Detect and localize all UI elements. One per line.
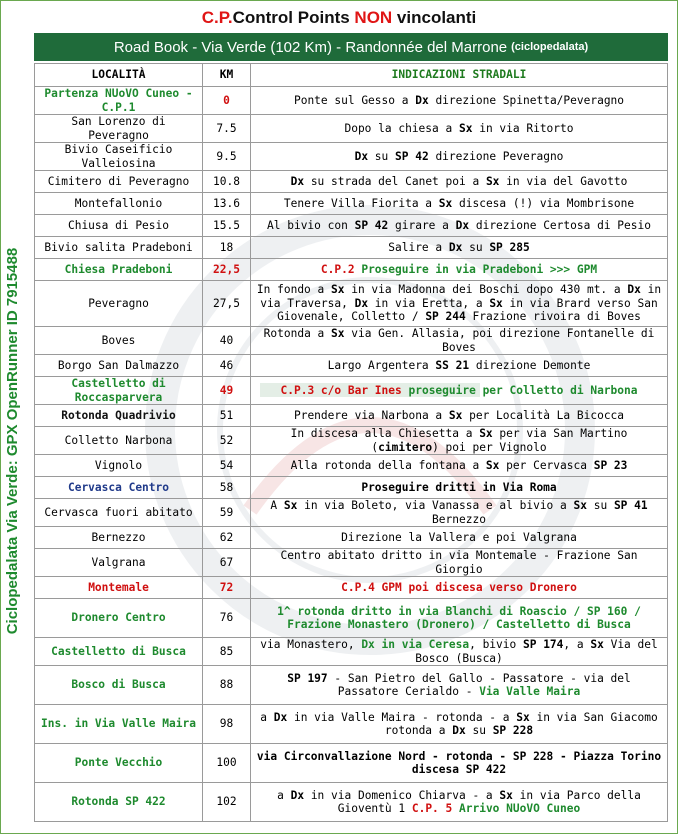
instruction-segment: Arrivo NUoVO Cuneo [452,802,581,815]
instruction-segment: C.P.2 [320,262,355,276]
row-localita: San Lorenzo di Peveragno [35,115,203,143]
table-row [35,171,668,193]
instruction-segment: Largo Argentera [327,358,436,372]
instruction-segment: Sx [489,296,503,310]
instruction-segment: in via Ritorto [472,121,574,135]
row-km: 18 [203,237,251,259]
row-indicazioni [251,193,668,215]
row-localita: Cervasca fuori abitato [35,499,203,527]
row-localita: Rotonda SP 422 [35,783,203,822]
row-localita: Bosco di Busca [35,666,203,705]
instruction-segment: A [270,499,284,512]
row-km: 98 [203,705,251,744]
row-indicazioni [251,477,668,499]
instruction-segment: su [586,499,614,512]
row-indicazioni [251,171,668,193]
instruction-segment: in via Domenico Chiarva - a [304,788,500,802]
row-indicazioni [251,666,668,705]
instruction-segment: Dx [273,710,288,724]
instruction-segment: in via Valle Maira - rotonda - a [287,710,517,724]
row-localita: Colletto Narbona [35,427,203,455]
instruction-segment: Centro abitato dritto in via Montemale - Frazione San Giorgio [280,549,638,576]
row-localita: Cervasca Centro [35,477,203,499]
instruction-segment: su [465,724,493,737]
instruction-segment: Salire a [388,240,449,254]
instruction-segment: SS 21 [435,358,470,372]
road-book-banner [34,33,668,61]
row-indicazioni [251,705,668,744]
instruction-segment: in via Traversa, [260,283,662,310]
row-localita: Chiusa di Pesio [35,215,203,237]
row-indicazioni [251,281,668,327]
row-km: 102 [203,783,251,822]
instruction-segment: Al bivio con [267,218,355,232]
row-indicazioni [251,143,668,171]
row-km: 85 [203,638,251,666]
instruction-segment: Alla rotonda della fontana a [290,458,486,472]
instruction-segment: Bernezzo [432,512,486,526]
instruction-segment: Sx [499,788,513,802]
instruction-segment: Sx [438,196,453,210]
row-localita: Castelletto di Busca [35,638,203,666]
row-km: 22,5 [203,259,251,281]
instruction-segment: Sx [485,174,500,188]
table-row [35,549,668,577]
instruction-segment: - San Pietro del Gallo - Passatore - via del Passatore Cerialdo - [327,671,631,698]
row-localita: Vignolo [35,455,203,477]
row-indicazioni [251,527,668,549]
instruction-segment: c/o Bar Ines [314,383,409,397]
instruction-segment: , bivio [469,638,523,651]
instruction-segment: SP 42 [354,218,389,232]
road-book-table [34,63,668,822]
row-indicazioni [251,744,668,783]
instruction-segment: , a [563,638,591,651]
instruction-segment: a [260,710,274,724]
instruction-segment: Dx [354,296,369,310]
instruction-segment: Dx [290,174,305,188]
row-localita: Bivio salita Pradeboni [35,237,203,259]
table-row [35,215,668,237]
instruction-segment: via Circonvallazione Nord - rotonda - SP 228 - Piazza Torino discesa SP 422 [256,749,662,776]
table-row [35,638,668,666]
instruction-segment: SP 285 [489,240,530,254]
table-row [35,455,668,477]
row-km: 58 [203,477,251,499]
banner-title: Road Book - Via Verde (102 Km) - Randonnée del Marrone [113,38,508,56]
instruction-segment: Proseguire in via Pradeboni >>> GPM [354,262,598,276]
row-indicazioni [251,215,668,237]
row-indicazioni [251,577,668,599]
table-row [35,193,668,215]
title-control-points: Control Points [232,8,355,27]
table-row [35,783,668,822]
instruction-segment: Sx [590,638,604,651]
row-localita: Peveragno [35,281,203,327]
table-row [35,427,668,455]
instruction-segment: Sx [448,408,463,422]
instruction-segment: Sx [573,499,587,512]
row-indicazioni [251,115,668,143]
instruction-segment: ) poi per Vignolo [432,440,547,454]
side-label-text: Ciclopedalata Via Verde: GPX OpenRunner ID 7915488 [3,247,21,635]
instruction-segment: Via del Bosco (Busca) [415,638,658,665]
instruction-segment: in via San Giacomo rotonda a [384,710,658,737]
table-row [35,115,668,143]
instruction-segment: Prendere via Narbona a [293,408,449,422]
row-indicazioni [251,405,668,427]
row-localita: Valgrana [35,549,203,577]
table-row [35,281,668,327]
instruction-segment: su [368,149,396,163]
instruction-segment: SP 244 [425,310,466,324]
row-localita: Borgo San Dalmazzo [35,355,203,377]
instruction-segment: cimitero [378,440,433,454]
instruction-segment: Dx [452,724,466,737]
instruction-segment: via Gen. Allasia, poi direzione Fontanelle di Boves [344,327,655,354]
instruction-segment: Sx [458,121,473,135]
row-localita: Ponte Vecchio [35,744,203,783]
row-localita: Cimitero di Peveragno [35,171,203,193]
instruction-segment: Dx [415,93,429,107]
table-row [35,87,668,115]
table-body [35,87,668,822]
row-localita: Montemale [35,577,203,599]
instruction-segment: SP 41 [613,499,648,512]
instruction-segment: via Monastero, [260,638,362,651]
table-header-row [35,64,668,87]
row-km: 100 [203,744,251,783]
instruction-segment: discesa (!) via Mombrisone [452,196,635,210]
instruction-segment: SP 23 [593,458,628,472]
table-row [35,666,668,705]
instruction-segment: in via Madonna dei Boschi dopo 430 mt. a [344,283,628,297]
table-row [35,405,668,427]
row-indicazioni [251,87,668,115]
instruction-segment: SP 42 [395,149,429,163]
instruction-segment: proseguire per Colletto di Narbona [408,383,638,397]
row-localita: Bivio Caseificio Valleiosina [35,143,203,171]
instruction-segment: Proseguire dritti in Via Roma [361,480,557,494]
instruction-segment: SP 174 [522,638,564,651]
table-row [35,259,668,281]
row-indicazioni [251,355,668,377]
header-indicazioni: INDICAZIONI STRADALI [251,64,668,87]
table-row [35,527,668,549]
row-km: 72 [203,577,251,599]
row-localita: Boves [35,327,203,355]
row-km: 15.5 [203,215,251,237]
table-row [35,705,668,744]
instruction-segment: Dx [627,283,641,297]
instruction-segment: per Località La Bicocca [462,408,625,422]
page-title [0,8,678,28]
instruction-segment: in via Boleto, via Vanassa e al bivio a [297,499,574,512]
row-km: 10.8 [203,171,251,193]
row-indicazioni [251,327,668,355]
instruction-segment: per Cervasca [499,458,594,472]
banner-subtitle: (ciclopedalata) [511,41,589,53]
instruction-segment: C.P.3 [280,383,315,397]
row-localita: Castelletto di Roccasparvera [35,377,203,405]
row-km: 27,5 [203,281,251,327]
instruction-segment: girare a [388,218,456,232]
instruction-segment: Sx [331,283,345,297]
instruction-segment: Dx [354,149,369,163]
instruction-segment: per via San Martino ( [371,427,628,454]
header-km: KM [203,64,251,87]
instruction-segment: in via del Gavotto [499,174,628,188]
row-indicazioni [251,259,668,281]
row-indicazioni [251,549,668,577]
instruction-segment: direzione Spinetta/Peveragno [428,93,625,107]
row-km: 46 [203,355,251,377]
title-vincolanti: vincolanti [392,8,477,27]
row-km: 52 [203,427,251,455]
row-km: 0 [203,87,251,115]
instruction-segment: Direzione la Vallera e poi Valgrana [341,530,577,544]
row-localita: Montefallonio [35,193,203,215]
instruction-segment: in via Parco della Gioventù 1 [337,788,641,815]
instruction-segment: direzione Certosa di Pesio [469,218,651,232]
row-indicazioni [251,237,668,259]
instruction-segment: Tenere Villa Fiorita a [283,196,439,210]
instruction-segment: SP 197 [287,671,328,685]
instruction-segment: Sx [283,499,298,512]
row-indicazioni [251,499,668,527]
row-km: 7.5 [203,115,251,143]
table-row [35,477,668,499]
row-km: 13.6 [203,193,251,215]
instruction-segment: In fondo a [256,283,331,297]
instruction-segment: Sx [516,710,530,724]
instruction-segment: su strada del Canet poi a [304,174,486,188]
row-localita: Rotonda Quadrivio [35,405,203,427]
row-km: 51 [203,405,251,427]
instruction-segment: in via Brard verso San Giovenale, Colletto / [277,296,658,324]
row-km: 62 [203,527,251,549]
table-row [35,599,668,638]
table-row [35,744,668,783]
instruction-segment: In discesa alla Chiesetta a [290,427,480,440]
row-km: 88 [203,666,251,705]
title-cp: C.P. [201,8,233,27]
row-km: 59 [203,499,251,527]
row-localita: Bernezzo [35,527,203,549]
row-localita: Dronero Centro [35,599,203,638]
header-localita: LOCALITÀ [35,64,203,87]
instruction-segment: a [277,788,291,802]
instruction-segment: Dx in via Ceresa [361,638,470,651]
table-row [35,499,668,527]
instruction-segment: Rotonda a [263,327,332,340]
table-row [35,355,668,377]
instruction-segment: su [462,240,490,254]
table-row [35,237,668,259]
instruction-segment: Via Valle Maira [479,685,581,698]
instruction-segment: Ponte sul Gesso a [293,93,416,107]
table-row [35,143,668,171]
title-non: NON [354,8,393,27]
row-indicazioni [251,377,668,405]
instruction-segment: C.P.4 GPM poi discesa verso Dronero [341,580,577,594]
instruction-segment: direzione Demonte [469,358,591,372]
row-indicazioni [251,599,668,638]
row-indicazioni [251,638,668,666]
instruction-segment: Dx [455,218,470,232]
row-localita: Partenza NUoVO Cuneo - C.P.1 [35,87,203,115]
row-km: 67 [203,549,251,577]
instruction-segment: SP 228 [492,724,534,737]
instruction-segment: direzione Peveragno [428,149,564,163]
instruction-segment: Dx [290,788,305,802]
row-indicazioni [251,455,668,477]
instruction-segment: Dx [448,240,463,254]
row-km: 40 [203,327,251,355]
row-km: 49 [203,377,251,405]
row-km: 9.5 [203,143,251,171]
row-indicazioni [251,783,668,822]
row-localita: Chiesa Pradeboni [35,259,203,281]
table-row [35,377,668,405]
instruction-segment: Frazione rivoira di Boves [465,310,641,324]
table-row [35,577,668,599]
row-localita: Ins. in Via Valle Maira [35,705,203,744]
instruction-segment: C.P. 5 [411,802,453,815]
row-km: 76 [203,599,251,638]
table-row [35,327,668,355]
instruction-segment: 1^ rotonda dritto in via Blanchi di Roascio / SP 160 / Frazione Monastero (Dronero) / Castelletto di Busca [277,604,641,631]
instruction-segment: Sx [485,458,500,472]
row-km: 54 [203,455,251,477]
instruction-segment: Sx [479,427,493,440]
instruction-segment: Sx [331,327,345,340]
instruction-segment: in via Eretta, a [368,296,490,310]
row-indicazioni [251,427,668,455]
instruction-segment: Dopo la chiesa a [344,121,459,135]
